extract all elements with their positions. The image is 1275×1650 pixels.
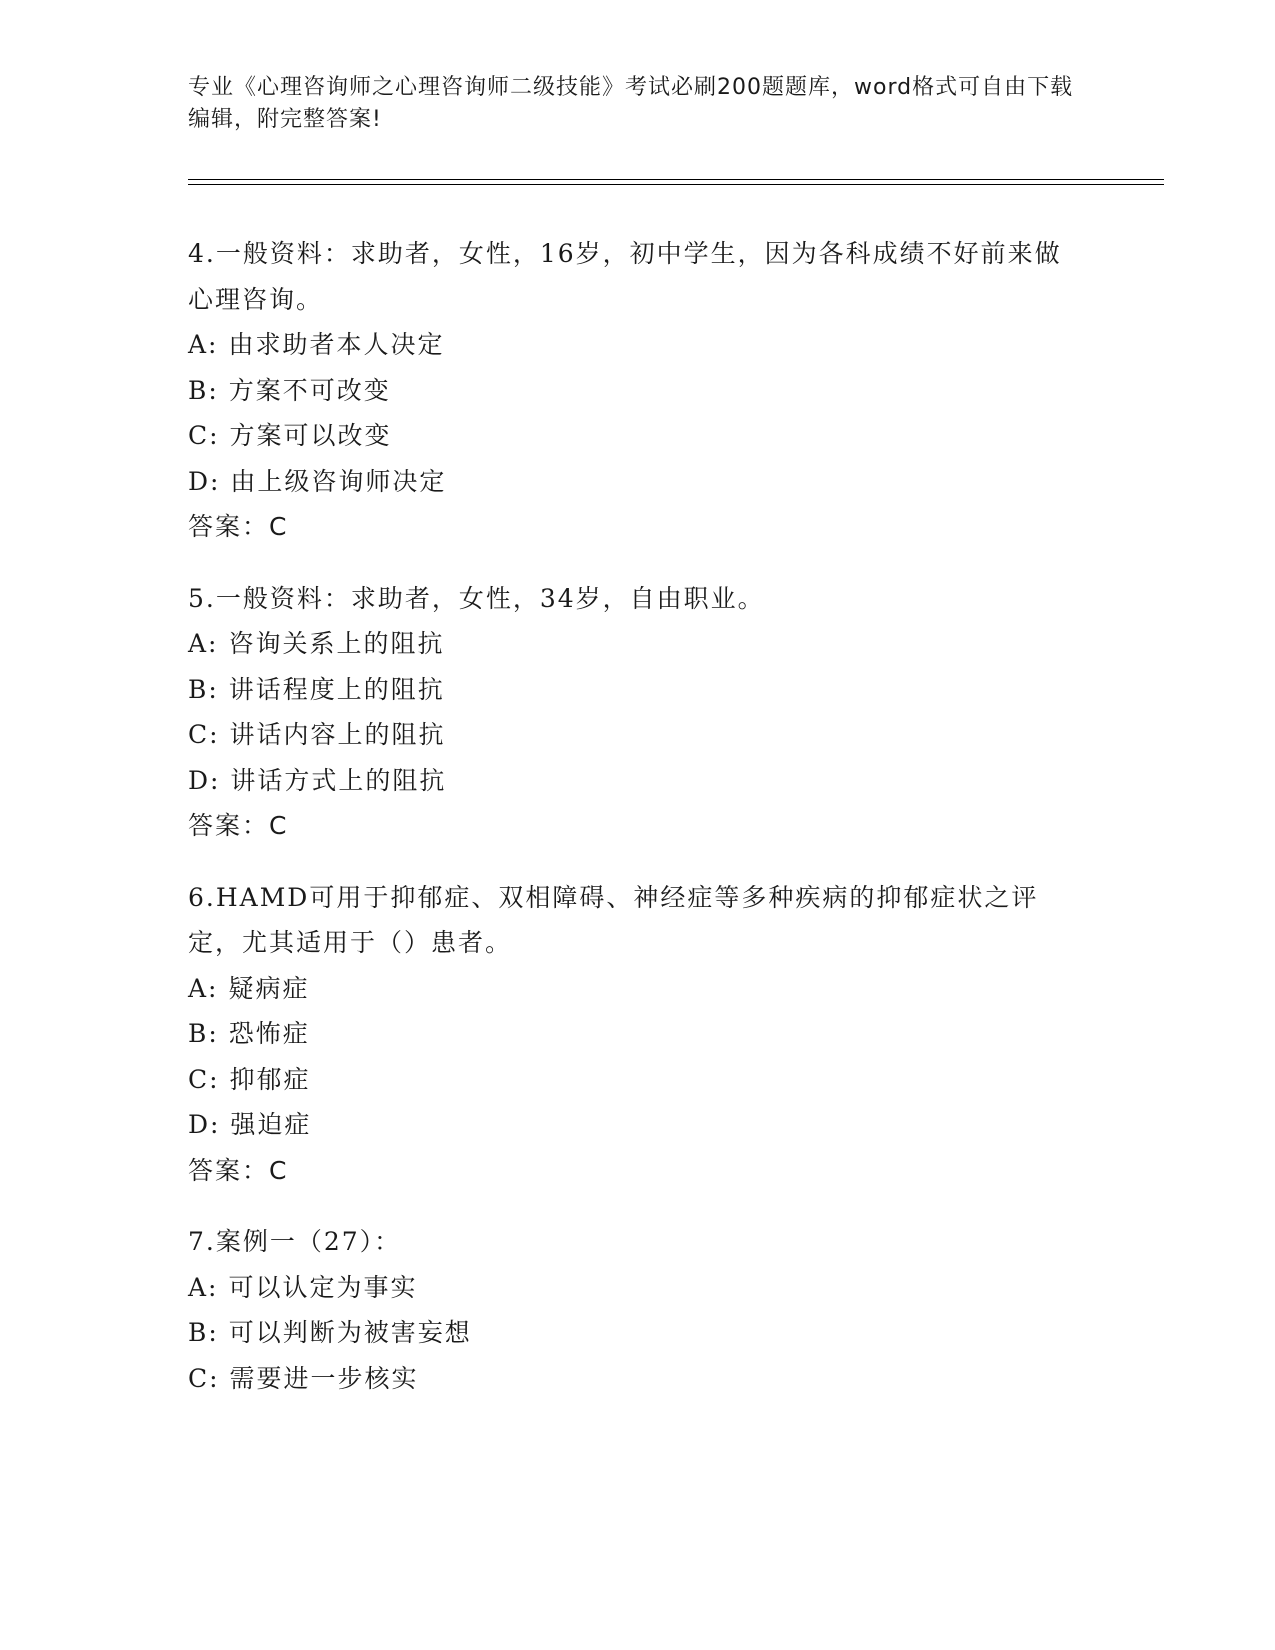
option-label: D: <box>188 1110 221 1139</box>
option-label: A: <box>188 629 219 658</box>
question-stem: 6.HAMD可用于抑郁症、双相障碍、神经症等多种疾病的抑郁症状之评定，尤其适用于（）患者。 <box>188 882 1039 957</box>
option-text: 可以认定为事实 <box>228 1272 418 1302</box>
answer-line: 答案：C <box>188 1155 289 1185</box>
header-divider <box>188 179 1164 185</box>
option-label: B: <box>188 1318 219 1347</box>
answer-line: 答案：C <box>188 811 289 840</box>
option-label: B: <box>188 375 219 405</box>
option-label: C: <box>188 1064 220 1094</box>
option-b <box>188 667 1088 713</box>
option-text: 恐怖症 <box>228 1019 310 1048</box>
option-a <box>188 1265 1088 1311</box>
option-b <box>188 1011 1088 1057</box>
question-item <box>188 1219 1088 1401</box>
option-label: D: <box>188 765 221 795</box>
option-text: 抑郁症 <box>229 1064 311 1094</box>
option-c <box>188 1057 1088 1103</box>
question-item <box>188 231 1088 550</box>
option-label: A: <box>188 330 219 359</box>
option-d <box>188 758 1088 804</box>
question-list <box>188 231 1088 1427</box>
option-b <box>188 1310 1088 1356</box>
option-c <box>188 1356 1088 1402</box>
option-a <box>188 621 1088 667</box>
answer-line: 答案：C <box>188 512 289 541</box>
question-stem: 4.一般资料：求助者，女性，16岁，初中学生，因为各科成绩不好前来做心理咨询。 <box>188 239 1062 314</box>
option-label: A: <box>188 1272 219 1302</box>
option-label: B: <box>188 1019 219 1048</box>
option-c <box>188 712 1088 758</box>
question-stem: 5.一般资料：求助者，女性，34岁，自由职业。 <box>188 583 765 613</box>
option-a <box>188 322 1088 368</box>
option-label: B: <box>188 674 219 704</box>
option-text: 讲话方式上的阻抗 <box>230 765 447 795</box>
option-label: D: <box>188 466 221 496</box>
option-label: C: <box>188 720 220 749</box>
option-text: 咨询关系上的阻抗 <box>228 629 445 658</box>
option-label: C: <box>188 1363 220 1393</box>
option-text: 需要进一步核实 <box>229 1363 419 1393</box>
option-text: 可以判断为被害妄想 <box>228 1318 472 1347</box>
question-stem: 7.案例一（27）： <box>188 1227 402 1256</box>
option-d <box>188 1102 1088 1148</box>
option-text: 讲话内容上的阻抗 <box>229 720 446 749</box>
option-text: 讲话程度上的阻抗 <box>228 674 445 704</box>
option-b <box>188 368 1088 414</box>
option-text: 由上级咨询师决定 <box>230 466 447 496</box>
option-text: 方案可以改变 <box>229 421 392 450</box>
option-label: A: <box>188 973 219 1003</box>
option-label: C: <box>188 421 220 450</box>
question-item <box>188 875 1088 1194</box>
option-text: 强迫症 <box>230 1110 312 1139</box>
question-item <box>188 576 1088 849</box>
option-d <box>188 459 1088 505</box>
option-a <box>188 966 1088 1012</box>
option-text: 由求助者本人决定 <box>228 330 445 359</box>
option-text: 疑病症 <box>228 973 310 1003</box>
option-text: 方案不可改变 <box>228 375 391 405</box>
document-intro: 专业《心理咨询师之心理咨询师二级技能》考试必刷200题题库，word格式可自由下载编辑，附完整答案! <box>188 75 1074 132</box>
option-c <box>188 413 1088 459</box>
